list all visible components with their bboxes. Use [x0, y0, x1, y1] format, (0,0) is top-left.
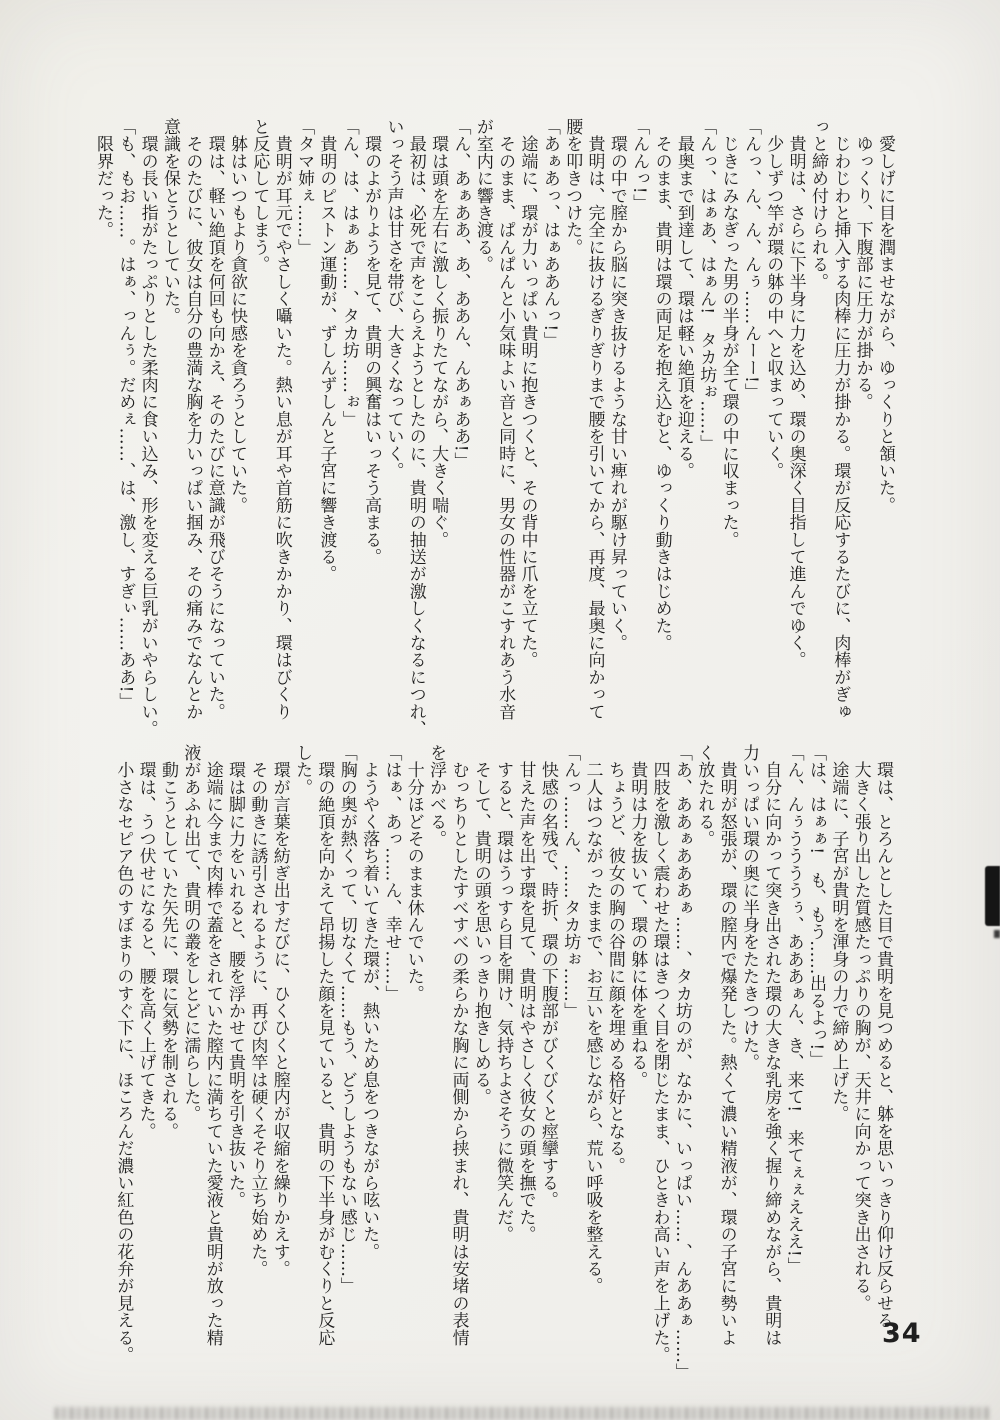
text-column: 「んっ……ん、……タカ坊ぉ……」: [560, 744, 581, 1020]
text-column: 「んんっ!」: [629, 118, 650, 212]
text-column: 貴明は、完全に抜けるぎりぎりまで腰を引いてから、再度、最奥に向かって: [584, 118, 605, 720]
text-column: 腰を叩きつけた。: [562, 118, 583, 256]
text-column: 「も、もお……。はぁ、っんぅ。だめぇ……、は、激し、すぎぃ……ああ!」: [115, 118, 136, 710]
text-column: ちょうど、彼女の胸の谷間に顔を埋める格好となる。: [604, 744, 625, 1174]
text-column: 「胸の奥が熱くって、切なくて……もう、どうしようもない感じ……」: [336, 744, 357, 1295]
scan-artifact-right-edge-mark: [985, 866, 1000, 926]
text-column: 途端に、子宮が貴明を渾身の力で締め上げた。: [828, 744, 849, 1123]
text-column: 四肢を激しく震わせた環はきつく目を閉じたまま、ひときわ高い声を上げた。: [649, 744, 670, 1364]
text-column: 力いっぱい環の奥に半身をたたきつけた。: [738, 744, 759, 1071]
text-column: した。: [292, 744, 313, 796]
page-number: 34: [882, 1318, 922, 1349]
text-column: 途端に今まで肉棒で蓋をされていた膣内に満ちていた愛液と貴明が放った精: [202, 744, 223, 1346]
text-column: 環の中で膣から脳に突き抜けるような甘い痺れが駆け昇っていく。: [606, 118, 627, 652]
text-column: 環は、とろんとした目で貴明を見つめると、躰を思いっきり仰け反らせる。: [873, 744, 893, 1346]
text-column: 環が言葉を紡ぎ出すだびに、ひくひくと膣内が収縮を繰りかえす。: [269, 744, 290, 1278]
text-column: 自分に向かって突き出された環の大きな乳房を強く握り締めながら、貴明は: [761, 744, 782, 1347]
text-column: と反応してしまう。: [249, 118, 270, 273]
text-column: 貴明は力を抜いて、環の躰に体を重ねる。: [627, 744, 648, 1088]
text-column: 小さなセピア色のすぼまりのすぐ下に、ほころんだ濃い紅色の花弁が見える。: [113, 744, 134, 1364]
text-column: そのたびに、彼女は自分の豊満な胸を力いっぱい掴み、その痛みでなんとか: [182, 118, 203, 720]
text-column: ゆっくり、下腹部に圧力が掛かる。: [852, 118, 873, 411]
text-column: ようやく落ち着いてきた環が、熱いため息をつきながら呟いた。: [359, 744, 380, 1260]
text-column: っと締め付けられる。: [807, 118, 828, 290]
text-column: そのまま、ぱんぱんと小気味よい音と同時に、男女の性器がこすれあう水音: [495, 118, 516, 720]
text-column: じわじわと挿入する肉棒に圧力が掛かる。環が反応するたびに、肉棒がぎゅ: [830, 118, 851, 720]
text-column: 大きく張り出した質感たっぷりの胸が、天井に向かって突き出される。: [850, 744, 871, 1312]
scan-artifact-bottom-edge-blur: [55, 1407, 990, 1420]
scan-artifact-right-edge-dot: [994, 930, 1000, 938]
text-block-bottom: [112, 744, 894, 1381]
text-column: 十分ほどそのまま休んでいた。: [403, 744, 424, 1002]
text-column: 「ん、んぅううううぅ、あああぁん、き、来て! 来てぇぇえええ!」: [783, 744, 804, 1275]
text-column: 甘えた声を出す環を見て、貴明はやさしく彼女の頭を撫でた。: [515, 744, 536, 1243]
text-column: 愛しげに目を潤ませながら、ゆっくりと頷いた。: [875, 118, 895, 514]
text-column: 環は、うつ伏せになると、腰を高く上げてきた。: [135, 744, 156, 1140]
text-column: 貴明のピストン運動が、ずしんずしんと子宮に響き渡る。: [316, 118, 337, 583]
text-column: が室内に響き渡る。: [472, 118, 493, 273]
text-column: じきにみなぎった男の半身が全て環の中に収まった。: [718, 118, 739, 548]
text-column: そして、貴明の頭を思いっきり抱きしめる。: [470, 744, 491, 1106]
text-column: そのまま、貴明は環の両足を抱え込むと、ゆっくり動きはじめた。: [651, 118, 672, 652]
text-column: 貴明は、さらに下半身に力を込め、環の奥深く目指して進んでゆく。: [785, 118, 806, 669]
text-column: 貴明が耳元でやさしく囁いた。熱い息が耳や首筋に吹きかかり、環はびくり: [271, 118, 292, 720]
text-column: 環は脚に力をいれると、腰を浮かせて貴明を引き抜いた。: [225, 744, 246, 1209]
text-column: 限界だった。: [92, 118, 113, 239]
text-column: すると、環はうっすら目を開け、気持ちよさそうに微笑んだ。: [493, 744, 514, 1243]
text-column: 「んっ、ん、ん、んぅ……んーー!」: [740, 118, 761, 401]
text-column: 快感の名残で、時折、環の下腹部がびくびくと痙攣する。: [537, 744, 558, 1209]
text-column: 環は、軽い絶頂を何回も向かえ、そのたびに意識が飛びそうになっていた。: [204, 118, 225, 720]
text-column: むっちりとしたすべすべの柔らかな胸に両側から挟まれ、貴明は安堵の表情: [448, 744, 469, 1346]
text-column: その動きに誘引されるように、再び肉竿は硬くそそり立ち始めた。: [247, 744, 268, 1278]
text-column: 「ん、あぁああ、あ、ああん、んあぁああ!」: [450, 118, 471, 470]
text-column: 「ん、は、はぁあ……、タカ坊……ぉ」: [338, 118, 359, 428]
text-column: 「あぁあっ、はぁああんっ!」: [539, 118, 560, 349]
text-column: 意識を保とうとしていた。: [160, 118, 180, 325]
text-column: 最初は、必死で声をこらえようとしたのに、貴明の抽送が激しくなるにつれ、: [405, 118, 426, 738]
text-column: く放たれる。: [694, 744, 715, 848]
text-column: 動こうとしていた矢先に、環に気勢を制される。: [158, 744, 178, 1140]
text-column: 少しずつ竿が環の躰の中へと収まっていく。: [763, 118, 784, 480]
text-column: 環の絶頂を向かえて昂揚した顔を見ていると、貴明の下半身がむくりと反応: [314, 744, 335, 1346]
text-column: 環のよがりようを見て、貴明の興奮はいっそう高まる。: [361, 118, 382, 566]
text-column: 「は、はぁぁ! も、もう……出るよっ!」: [805, 744, 826, 1068]
text-block-top: [92, 118, 896, 738]
text-column: 環の長い指がたっぷりとした柔肉に食い込み、形を変える巨乳がいやらしい。: [137, 118, 158, 738]
text-column: 「んっ、はぁあ、はぁん! タカ坊ぉ……」: [696, 118, 717, 452]
text-column: 貴明が怒張が、環の膣内で爆発した。熱くて濃い精液が、環の子宮に勢いよ: [716, 744, 737, 1346]
text-column: 液があふれ出て、貴明の叢をしとどに濡らした。: [180, 744, 201, 1123]
text-column: 「あ、ああぁあああぁ……、タカ坊のが、なかに、いっぱい……、んああぁ……」: [671, 744, 692, 1381]
text-column: 途端に、環が力いっぱい貴明に抱きつくと、その背中に爪を立てた。: [517, 118, 538, 669]
text-column: 二人はつながったままで、お互いを感じながら、荒い呼吸を整える。: [582, 744, 603, 1295]
text-column: を浮かべる。: [426, 744, 447, 848]
text-column: 最奥まで到達して、環は軽い絶頂を迎える。: [673, 118, 694, 480]
text-column: 環は頭を左右に激しく振りたてながら、大きく喘ぐ。: [428, 118, 449, 548]
text-column: いっそう声は甘さを帯び、大きくなっていく。: [383, 118, 404, 480]
text-column: 「タマ姉ぇ……」: [294, 118, 315, 256]
text-column: 「はぁ、あっ……ん、幸せ……」: [381, 744, 402, 1002]
text-column: 躰はいつもより貪欲に快感を貪ろうとしていた。: [227, 118, 248, 514]
